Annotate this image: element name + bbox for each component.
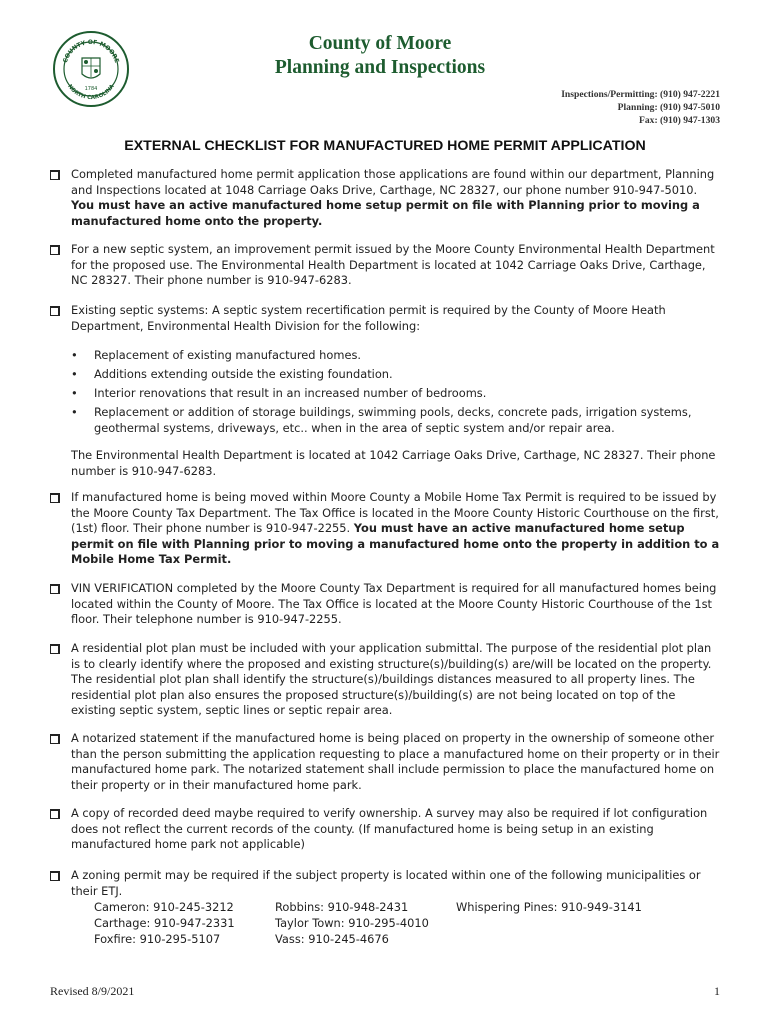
- checklist-item-new-septic: [50, 242, 720, 289]
- svg-text:COUNTY OF MOORE: COUNTY OF MOORE: [61, 38, 121, 64]
- contact-fax: Fax: (910) 947-1303: [639, 115, 720, 126]
- bullet-icon: •: [71, 405, 78, 419]
- svg-text:1784: 1784: [84, 86, 98, 92]
- zoning-robbins: Robbins: 910-948-2431: [275, 900, 409, 914]
- item-bold-text: You must have an active manufactured home setup permit on file with Planning prior to moving a manufactured home onto the property.: [71, 198, 700, 228]
- item-text: Completed manufactured home permit application those applications are found within our department, Planning and Inspections located at 1048 Carriage Oaks Drive, Carthage, NC 28327, our phone number 910-947-5010.: [71, 167, 715, 197]
- contact-block: [561, 88, 720, 127]
- zoning-cameron: Cameron: 910-245-3212: [94, 900, 234, 914]
- bullet-icon: •: [71, 386, 78, 400]
- item-text: A copy of recorded deed maybe required to verify ownership. A survey may also be required if lot configuration does not reflect the current records of the county. (If manufactured home is being setup in an existing manufactured home park not applicable): [71, 806, 708, 852]
- contact-inspections: Inspections/Permitting: (910) 947-2221: [561, 89, 720, 100]
- checklist-item-tax-permit: [50, 490, 720, 568]
- checkbox-icon: [50, 584, 60, 594]
- zoning-carthage: Carthage: 910-947-2331: [94, 916, 235, 930]
- bullet-item: • Interior renovations that result in an increased number of bedrooms.: [71, 386, 487, 400]
- svg-text:NORTH CAROLINA: NORTH CAROLINA: [66, 83, 116, 102]
- item-text: If manufactured home is being moved within Moore County a Mobile Home Tax Permit is required to be issued by the Moore County Tax Department. The Tax Office is located in the Moore County Historic Courthouse on the first, (1st) floor. Their phone number is 910-947-2255.: [71, 490, 719, 536]
- county-seal-logo: [52, 30, 130, 108]
- zoning-vass: Vass: 910-245-4676: [275, 932, 389, 946]
- item-text: VIN VERIFICATION completed by the Moore County Tax Department is required for all manufactured homes being located within the County of Moore. The Tax Office is located at the Moore County Historic Courthouse of the 1st floor. Their telephone number is 910-947-2255.: [71, 581, 717, 627]
- item-text: For a new septic system, an improvement permit issued by the Moore County Environmental Health Department for the proposed use. The Environmental Health Department is located at 1042 Carriage Oaks Drive, Carthage, NC 28327. Their phone number is 910-947-6283.: [71, 242, 715, 288]
- contact-planning: Planning: (910) 947-5010: [617, 102, 720, 113]
- checklist-item-application: [50, 167, 720, 229]
- checkbox-icon: [50, 306, 60, 316]
- checklist-item-zoning: [50, 868, 720, 899]
- checklist-item-notarized: [50, 731, 720, 793]
- item-text: A residential plot plan must be included with your application submittal. The purpose of the residential plot plan is to clearly identify where the proposed and existing structure(s)/building(s) are/will be located on the property. The residential plot plan shall identify the structure(s)/buildings distances measured to all property lines. The residential plot plan also ensures the proposed structure(s)/building(s) are not being located on top of the existing septic system, septic lines or septic repair area.: [71, 641, 712, 718]
- checkbox-icon: [50, 170, 60, 180]
- checkbox-icon: [50, 734, 60, 744]
- bullet-icon: •: [71, 367, 78, 381]
- bullet-item: • Additions extending outside the existing foundation.: [71, 367, 393, 381]
- checkbox-icon: [50, 644, 60, 654]
- bullet-item: • Replacement of existing manufactured homes.: [71, 348, 362, 362]
- checkbox-icon: [50, 245, 60, 255]
- zoning-foxfire: Foxfire: 910-295-5107: [94, 932, 221, 946]
- checklist-item-existing-septic: [50, 303, 720, 334]
- checkbox-icon: [50, 809, 60, 819]
- item-text: A notarized statement if the manufactured home is being placed on property in the ownership of someone other than the person submitting the application requesting to place a manufactured home on their property or in their manufactured home park. The notarized statement shall include permission to place the manufactured home on their property or in their manufactured home park.: [71, 731, 720, 792]
- item-bold-text: You must have an active manufactured home setup permit on file with Planning prior to moving a manufactured home onto the property in addition to a Mobile Home Tax Permit.: [71, 521, 720, 567]
- org-name: County of Moore: [308, 33, 452, 54]
- checklist-item-deed: [50, 806, 720, 853]
- env-health-paragraph: The Environmental Health Department is located at 1042 Carriage Oaks Drive, Carthage, NC 28327. Their phone number is 910-947-6283.: [71, 448, 716, 478]
- bullet-item: • Replacement or addition of storage buildings, swimming pools, decks, concrete pads, irrigation systems, geothermal systems, driveways, etc.. when in the area of septic system and/or repair area.: [71, 405, 692, 435]
- checkbox-icon: [50, 493, 60, 503]
- page-number: 1: [714, 984, 720, 998]
- checklist-item-vin: [50, 581, 720, 628]
- revised-date: Revised 8/9/2021: [50, 984, 135, 998]
- checklist-item-plot-plan: [50, 641, 720, 719]
- item-text: Existing septic systems: A septic system recertification permit is required by the County of Moore Heath Department, Environmental Health Division for the following:: [71, 303, 666, 333]
- document-title: EXTERNAL CHECKLIST FOR MANUFACTURED HOME PERMIT APPLICATION: [124, 138, 646, 154]
- zoning-whispering-pines: Whispering Pines: 910-949-3141: [456, 900, 642, 914]
- org-department: Planning and Inspections: [274, 57, 486, 78]
- bullet-icon: •: [71, 348, 78, 362]
- checkbox-icon: [50, 871, 60, 881]
- item-text: A zoning permit may be required if the subject property is located within one of the following municipalities or their ETJ.: [71, 868, 701, 898]
- zoning-taylor-town: Taylor Town: 910-295-4010: [275, 916, 429, 930]
